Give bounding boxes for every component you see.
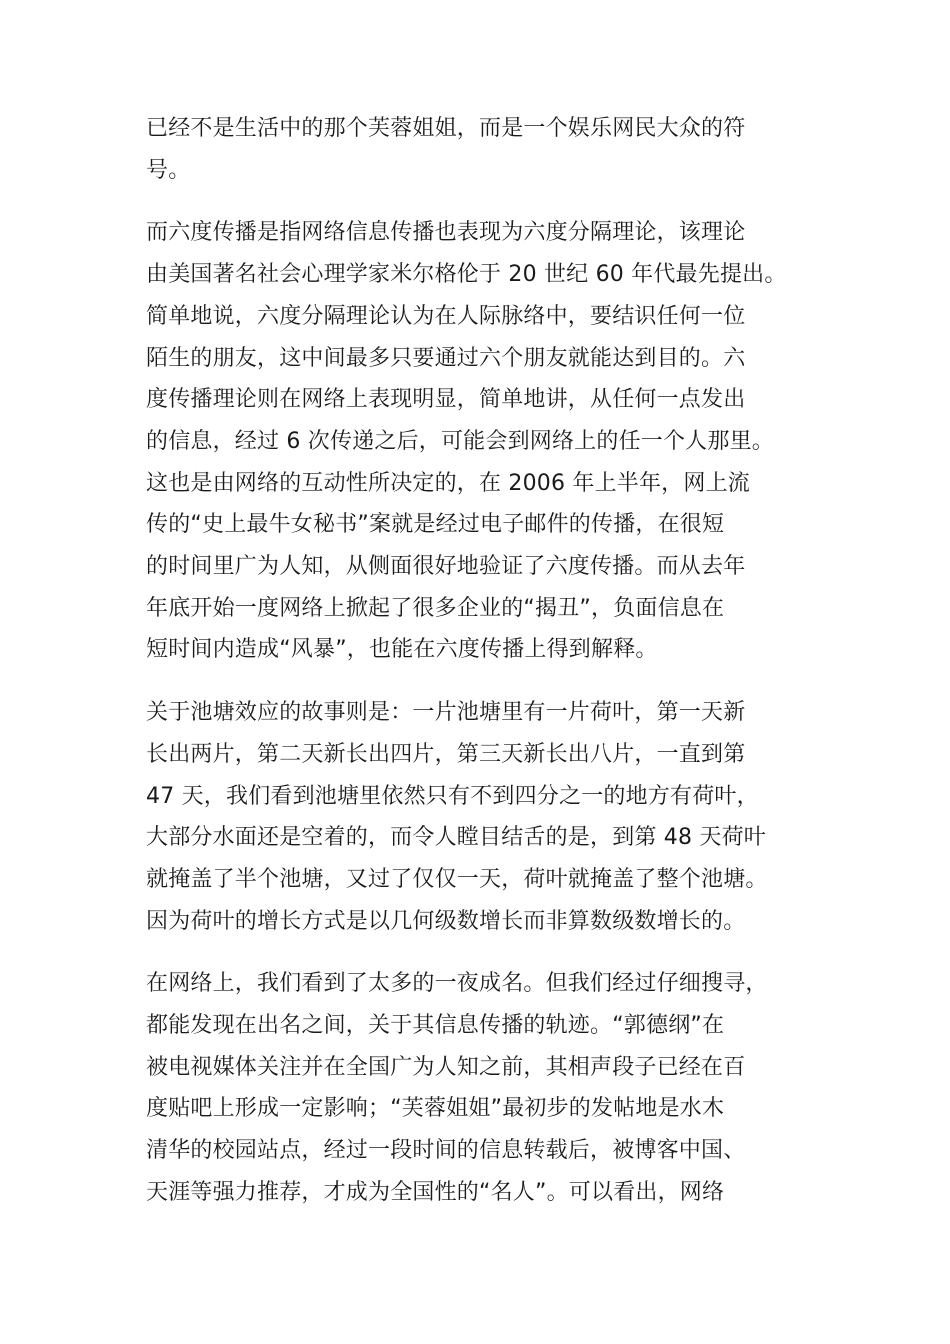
text-line: 被电视媒体关注并在全国广为人知之前，其相声段子已经在百 [146, 1054, 746, 1080]
text-line: 简单地说，六度分隔理论认为在人际脉络中，要结识任何一位 [146, 303, 746, 329]
text-line: 的时间里广为人知，从侧面很好地验证了六度传播。而从去年 [146, 554, 746, 580]
text-line: 这也是由网络的互动性所决定的，在 2006 年上半年，网上流 [146, 470, 750, 496]
text-line: 度贴吧上形成一定影响；“芙蓉姐姐”最初步的发帖地是水木 [146, 1096, 725, 1122]
document-body [146, 108, 826, 1235]
text-line: 传的“史上最牛女秘书”案就是经过电子邮件的传播，在很短 [146, 512, 725, 538]
text-line: 已经不是生活中的那个芙蓉姐姐，而是一个娱乐网民大众的符 [146, 116, 746, 141]
text-line: 在网络上，我们看到了太多的一夜成名。但我们经过仔细搜寻， [146, 971, 768, 997]
text-line: 由美国著名社会心理学家米尔格伦于 20 世纪 60 年代最先提出。 [146, 262, 787, 288]
paragraph-3 [146, 692, 826, 942]
paragraph-1 [146, 108, 826, 191]
text-line: 陌生的朋友，这中间最多只要通过六个朋友就能达到目的。六 [146, 345, 746, 371]
text-line: 47 天，我们看到池塘里依然只有不到四分之一的地方有荷叶， [146, 783, 759, 809]
text-line: 而六度传播是指网络信息传播也表现为六度分隔理论，该理论 [146, 220, 746, 246]
text-line: 清华的校园站点，经过一段时间的信息转载后，被博客中国、 [146, 1138, 746, 1164]
paragraph-4 [146, 963, 826, 1213]
text-line: 关于池塘效应的故事则是：一片池塘里有一片荷叶，第一天新 [146, 700, 746, 726]
text-line: 的信息，经过 6 次传递之后，可能会到网络上的任一个人那里。 [146, 428, 774, 454]
text-line: 度传播理论则在网络上表现明显，简单地讲，从任何一点发出 [146, 387, 746, 413]
text-line: 长出两片，第二天新长出四片，第三天新长出八片，一直到第 [146, 741, 746, 767]
paragraph-2 [146, 212, 826, 671]
text-line: 都能发现在出名之间，关于其信息传播的轨迹。“郭德纲”在 [146, 1013, 725, 1039]
text-line: 就掩盖了半个池塘，又过了仅仅一天，荷叶就掩盖了整个池塘。 [146, 866, 768, 892]
text-line: 年底开始一度网络上掀起了很多企业的“揭丑”，负面信息在 [146, 595, 725, 621]
text-line: 短时间内造成“风暴”，也能在六度传播上得到解释。 [146, 637, 658, 663]
text-line: 因为荷叶的增长方式是以几何级数增长而非算数级数增长的。 [146, 908, 746, 934]
text-line: 天涯等强力推荐，才成为全国性的“名人”。可以看出，网络 [146, 1179, 725, 1205]
text-line: 号。 [146, 157, 191, 183]
text-line: 大部分水面还是空着的，而令人瞠目结舌的是，到第 48 天荷叶 [146, 825, 766, 851]
